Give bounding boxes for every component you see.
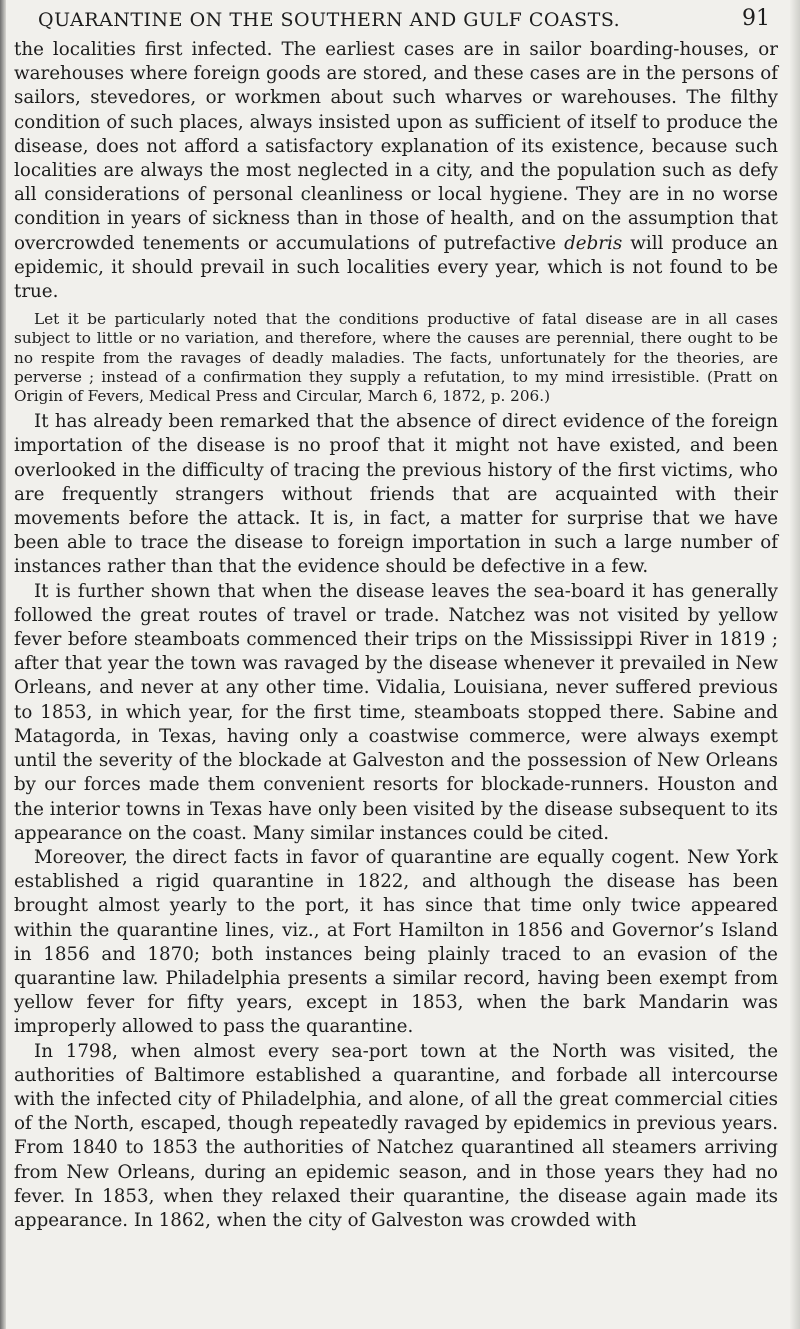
- block-quote: Let it be particularly noted that the conditions productive of fatal disease are in all cases subject to little or no variation, and therefore, where the causes are perennial, there ought to be no respite from the ravages of deadly maladies. The facts, unfortunately for the theories, are perverse ; instead of a confirmation they supply a refutation, to my mind irresistible. (Pratt on Origin of Fevers, Medical Press and Circular, March 6, 1872, p. 206.): [14, 310, 778, 406]
- paragraph-direct-evidence: It has already been remarked that the absence of direct evidence of the foreign importation of the disease is no proof that it might not have existed, and been overlooked in the difficulty of tracing the previous history of the first victims, who are frequently strangers without friends that are acquainted with their movements before the attack. It is, in fact, a matter for surprise that we have been able to trace the disease to foreign importation in such a large number of instances rather than that the evidence should be defective in a few.: [14, 411, 778, 578]
- paragraph-quarantine-facts: Moreover, the direct facts in favor of quarantine are equally cogent. New York established a rigid quarantine in 1822, and although the disease has been brought almost yearly to the port, it has since that time only twice appeared within the quarantine lines, viz., at Fort Hamilton in 1856 and Governor’s Island in 1856 and 1870; both instances being plainly traced to an evasion of the quarantine law. Philadelphia presents a similar record, having been exempt from yellow fever for fifty years, except in 1853, when the bark Mandarin was improperly allowed to pass the quarantine.: [14, 846, 778, 1038]
- paragraph-text: the localities first infected. The earliest cases are in sailor boarding-houses, or warehouses where foreign goods are stored, and these cases are in the persons of sailors, stevedores, or workmen about such wharves or warehouses. The filthy condition of such places, always insisted upon as sufficient of itself to produce the disease, does not afford a satisfactory explanation of its existence, because such localities are always the most neglected in a city, and the population such as defy all considerations of personal cleanliness or local hygiene. They are in no worse condition in years of sickness than in those of health, and on the assumption that overcrowded tenements or accumulations of putrefactive: [14, 39, 778, 254]
- page-number: 91: [742, 6, 770, 31]
- italic-term: debris: [564, 232, 623, 254]
- page-header: [14, 4, 778, 34]
- paragraph-localities: [14, 38, 778, 304]
- paragraph-routes-of-travel: It is further shown that when the disease leaves the sea-board it has generally followed the great routes of travel or trade. Natchez was not visited by yellow fever before steamboats commenced their trips on the Mississippi River in 1819 ; after that year the town was ravaged by the disease whenever it prevailed in New Orleans, and never at any other time. Vidalia, Louisiana, never suffered previous to 1853, in which year, for the first time, steamboats stopped there. Sabine and Matagorda, in Texas, having only a coastwise commerce, were always exempt until the severity of the blockade at Galveston and the possession of New Orleans by our forces made them convenient resorts for blockade-runners. Houston and the interior towns in Texas have only been visited by the disease subsequent to its appearance on the coast. Many similar instances could be cited.: [14, 580, 778, 844]
- paragraph-text: will produce an epidemic, it should prevail in such localities every year, which is not found to be true.: [14, 232, 778, 303]
- paragraph-baltimore-natchez: In 1798, when almost every sea-port town at the North was visited, the authorities of Baltimore established a quarantine, and forbade all intercourse with the infected city of Philadelphia, and alone, of all the great commercial cities of the North, escaped, though repeatedly ravaged by epidemics in previous years. From 1840 to 1853 the authorities of Natchez quarantined all steamers arriving from New Orleans, during an epidemic season, and in those years they had no fever. In 1853, when they relaxed their quarantine, the disease again made its appearance. In 1862, when the city of Galveston was crowded with: [14, 1040, 778, 1231]
- running-head: QUARANTINE ON THE SOUTHERN AND GULF COASTS.: [38, 9, 621, 31]
